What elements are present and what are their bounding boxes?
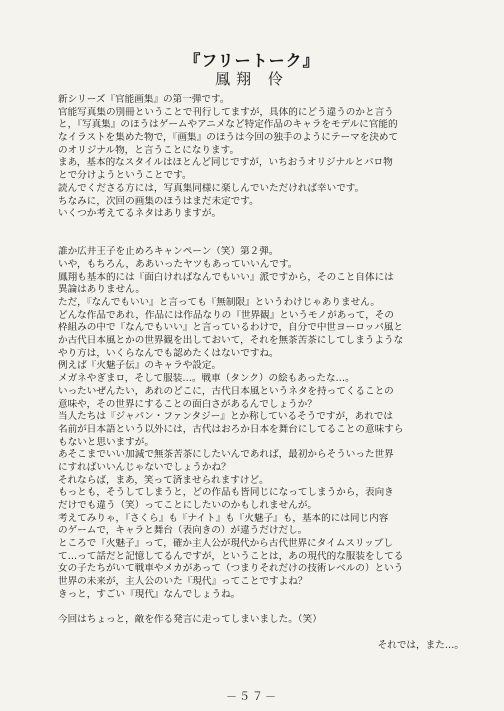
text-line: 当人たちは『ジャパン・ファンタジー』とか称しているそうですが，あれでは [58,411,394,423]
text-line: のオリジナル物，と言うことになります。 [58,144,240,156]
closing-line: それでは，また…。 [377,639,464,651]
text-line: 世界の未来が，主人公のいた『現代』ってことですよね？ [58,576,308,588]
text-line: それならば，まあ，笑って済ませられますけど。 [58,474,269,486]
paragraph-campaign [58,246,468,601]
text-line: いったいぜんたい，あれのどこに，古代日本風というネタを持ってくることの [58,385,394,397]
text-line: ただ，『なんでもいい』と言っても『無制限』というわけじゃありません。 [58,297,380,308]
text-line: 意味や，その世界にすることの面白さがあるんでしょうか？ [58,398,317,410]
paragraph-gap [58,602,468,615]
text-line: て…って話だと記憶してるんですが，ということは，あの現代的な服装をしてる [58,550,404,562]
text-line: もっとも，そうしてしまうと，どの作品も皆同じになってしまうから，表向き [58,487,394,499]
text-line: もないと思いますが。 [58,436,154,448]
text-line: メガネやぎまロ，そして服装…。戦車（タンク）の絵もあったな…。 [58,373,355,385]
text-line: なイラストを集めた物で，『画集』のほうは今回の独手のようにテーマを決めて [58,132,399,144]
paragraph-remark [58,614,468,627]
text-line: ところで『火魅子』って，確か主人公が現代から古代世界にタイムスリップし [58,538,393,550]
text-line: 誰か広井王子を止めろキャンペーン（笑）第２弾。 [58,246,279,258]
text-line: まあ，基本的なスタイルはほとんど同じですが，いちおうオリジナルとパロ物 [58,157,393,169]
text-line: だけでも違う（笑）ってことにしたいのかもしれませんが。 [58,500,318,511]
paragraph-gap [58,234,468,247]
author-name: 鳳翔 伶 [215,70,289,88]
text-line: あそこまでいい加減で無茶苦茶にしたいんであれば，最初からそういった世界 [58,449,394,461]
text-line: やり方は，いくらなんでも認めたくはないですね。 [58,347,279,359]
paragraph-gap [58,627,468,640]
article-body [58,94,468,652]
text-line: 鳳翔も基本的には『面白ければなんでもいい』派ですから，そのこと自体には [58,271,394,283]
text-line: ちなみに，次回の画集のほうはまだ未定です。 [58,195,259,207]
text-line: 官能写真集の別冊ということで刊行してますが，具体的にどう違うのかと言う [58,106,394,118]
text-line: 今回はちょっと，敵を作る発言に走ってしまいました。（笑） [58,614,322,626]
text-line: 女の子たちがいて戦車やメカがあって（つまりそれだけの技術レベルの）という [58,563,404,575]
text-line: 例えば『火魅子伝』のキャラや設定。 [58,360,222,372]
text-line: どんな作品であれ，作品には作品なりの『世界観』というモノがあって，その [58,309,394,321]
text-line: か古代日本風とかの世界観を出しておいて，それを無茶苦茶にしてしまうような [58,335,404,347]
page-title: 『フリートーク』 [184,51,320,70]
text-line: 異論はありません。 [58,284,145,296]
text-line: 考えてみりゃ，『さくら』も『ナイト』も『火魅子』も，基本的には同じ内容 [58,512,389,524]
text-line: と，『写真集』のほうはゲームやアニメなど特定作品のキャラをモデルに官能的 [58,119,398,131]
text-line: 読んでくださる方には，写真集同様に楽しんでいただければ幸いです。 [58,182,365,194]
paragraph-intro [58,94,468,221]
text-line: 新シリーズ『官能画集』の第一弾です。 [58,94,230,105]
page-number: －５７－ [226,690,278,703]
text-line: のゲームで，キャラと舞台（表向きの）が違うだけだし。 [58,525,308,537]
text-line: とで分けようということです。 [58,170,192,182]
text-line: 枠組みの中で『なんでもいい』と言っているわけで，自分で中世ヨーロッパ風と [58,322,403,334]
text-line: 名前が日本語という以外には，古代はおろか日本を舞台にしてることの意味すら [58,423,404,435]
text-line: にすればいいんじゃないでしょうかね？ [58,461,231,473]
text-line: いや，もちろん，ああいったヤツもあっていいんです。 [58,258,298,270]
paragraph-gap [58,221,468,234]
text-line: きっと，すごい『現代』なんでしょうね。 [58,588,241,600]
text-line: いくつか考えてるネタはありますが。 [58,208,222,220]
